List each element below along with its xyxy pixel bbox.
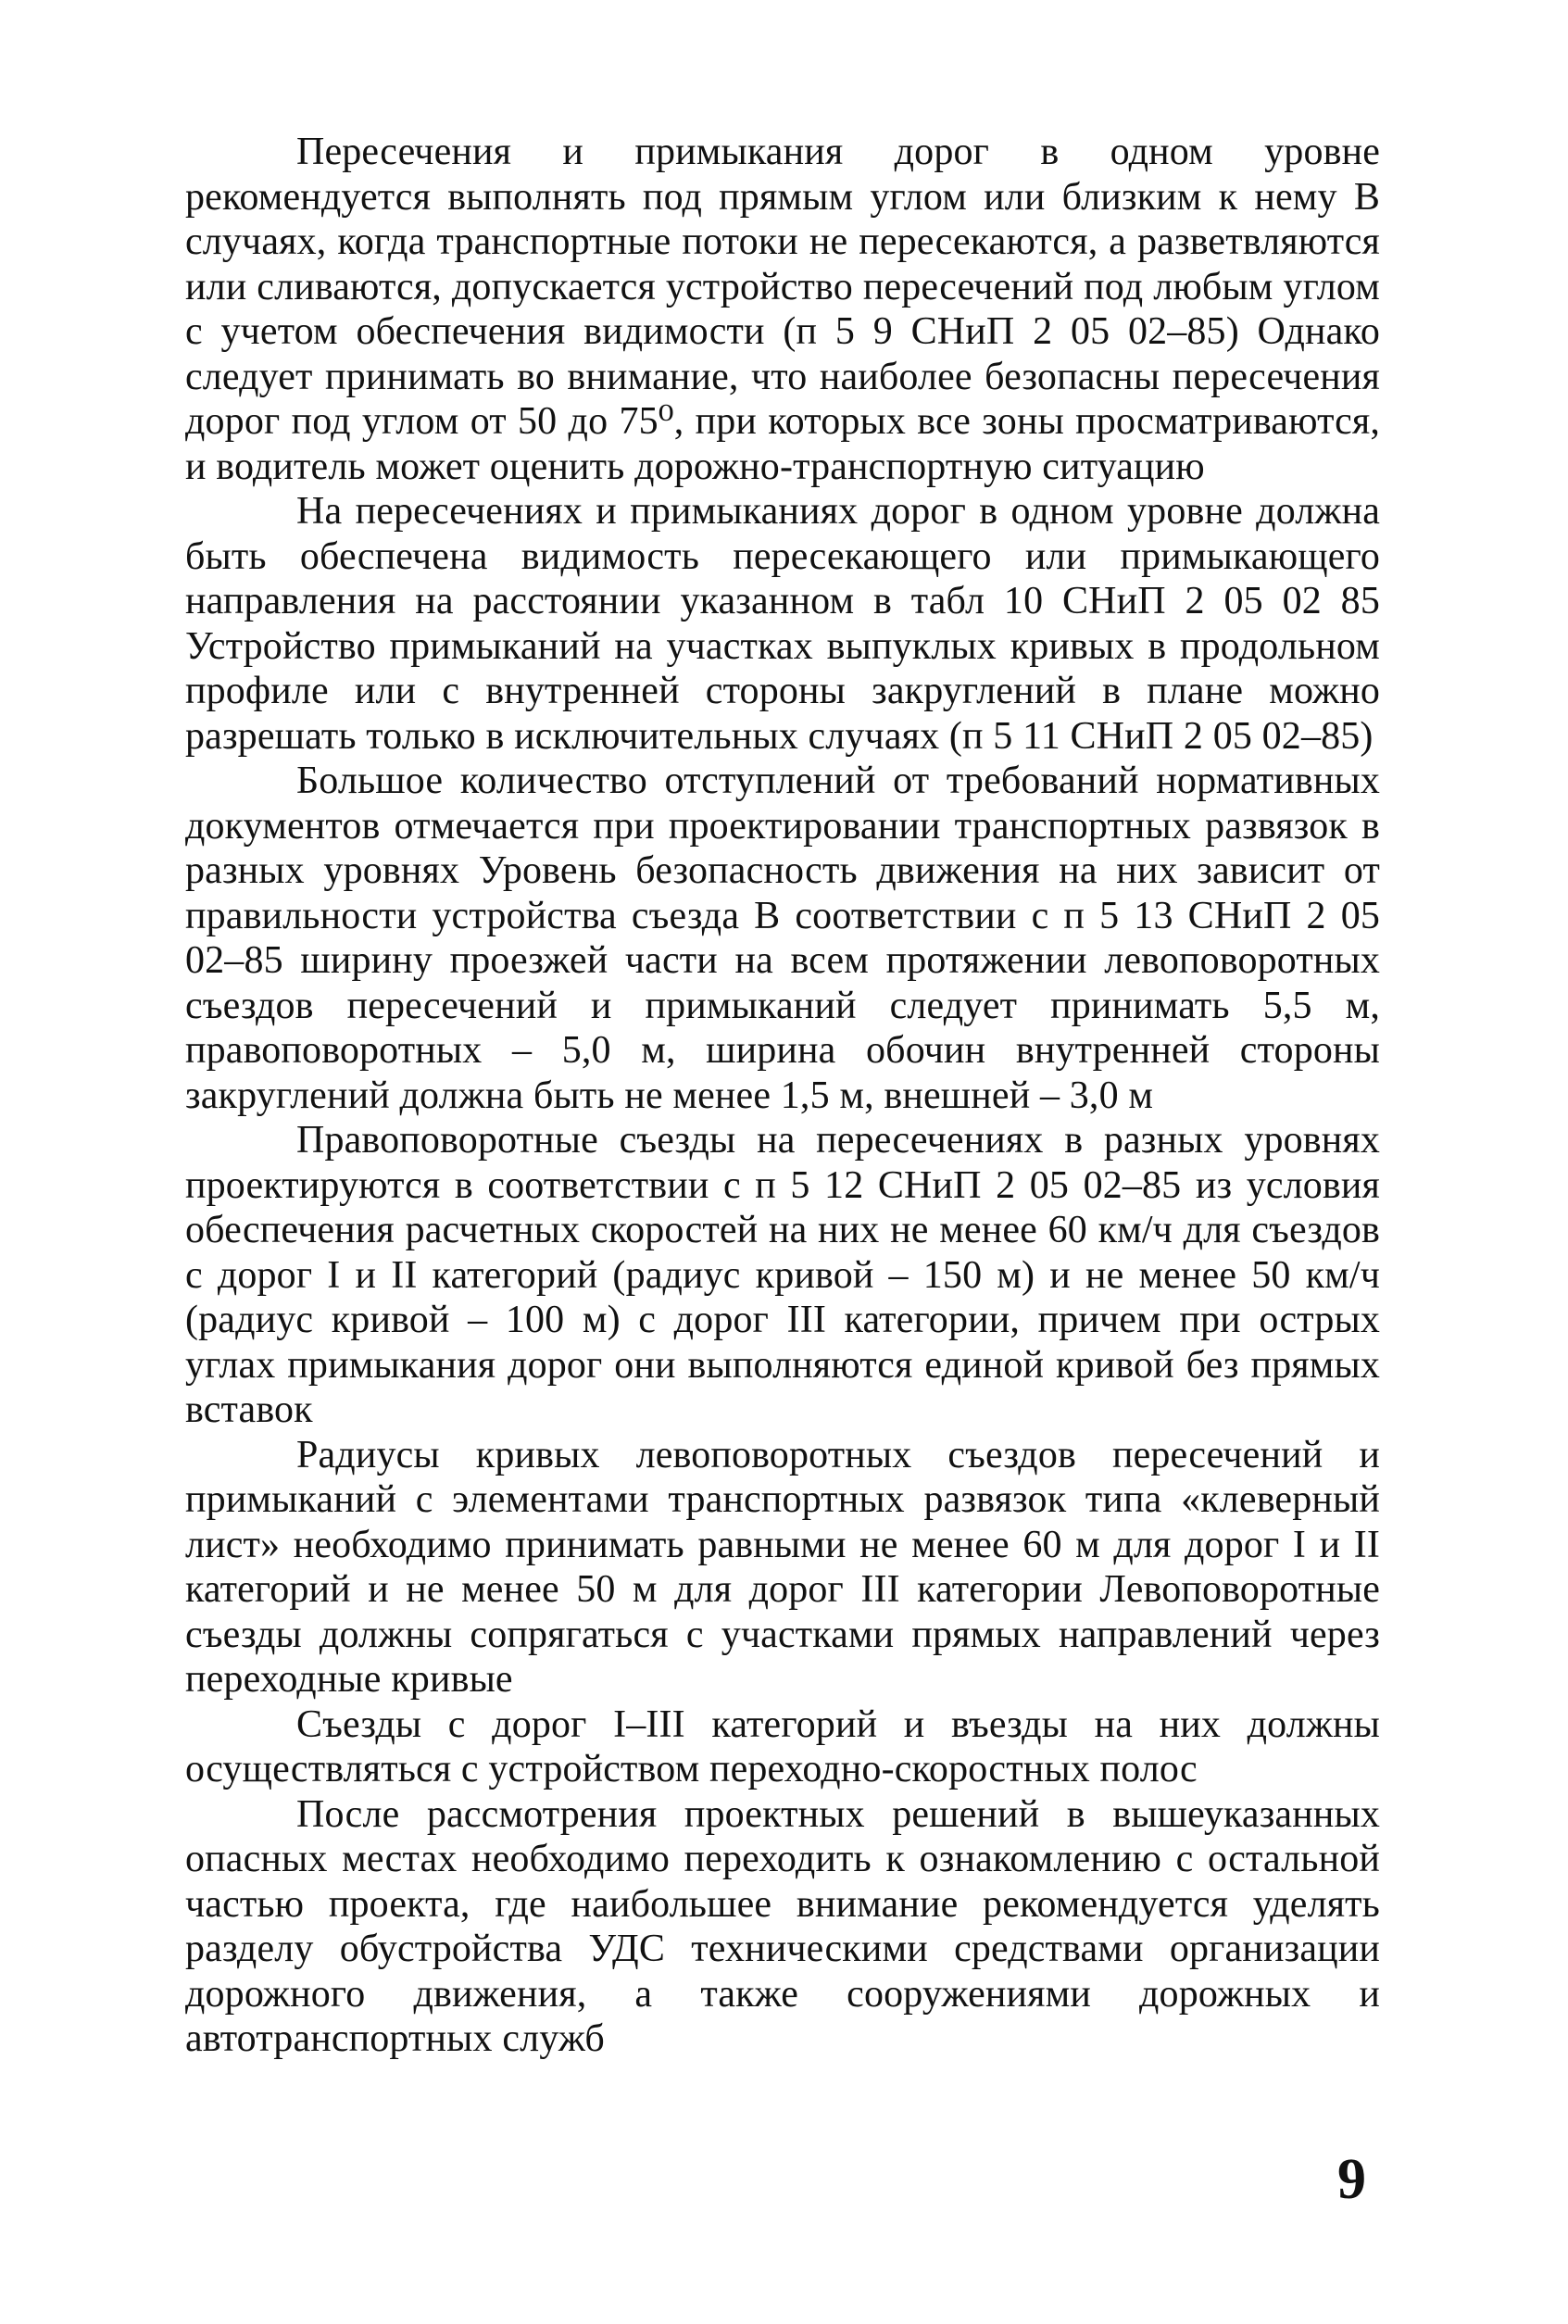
paragraph-interchanges: Большое количество отступлений от требований нормативных документов отмечается при проектировании транспортных развязок в разных уровнях Уровень безопасность движения на них зависит от правильности устройства съезда В соответствии с п 5 13 СНиП 2 05 02–85 ширину проезжей части на всем протяжении левоповоротных съездов пересечений и примыканий следует принимать 5,5 м, правоповоротных – 5,0 м, ширина обочин внутренней стороны закруглений должна быть не менее 1,5 м, внешней – 3,0 м (185, 760, 1380, 1117)
paragraph-right-turn-ramps: Правоповоротные съезды на пересечениях в разных уровнях проектируются в соответствии с п 5 12 СНиП 2 05 02–85 из условия обеспечения расчетных скоростей на них не менее 60 км/ч для съездов с дорог I и II категорий (радиус кривой – 150 м) и не менее 50 км/ч (радиус кривой – 100 м) с дорог III категории, причем при острых углах примыкания дорог они выполняются единой кривой без прямых вставок (185, 1119, 1380, 1431)
paragraph-visibility: На пересечениях и примыканиях дорог в одном уровне должна быть обеспечена видимость пересекающего или примыкающего направления на расстоянии указанном в табл 10 СНиП 2 05 02 85 Устройство примыканий на участках выпуклых кривых в продольном профиле или с внутренней стороны закруглений в плане можно разрешать только в исключительных случаях (п 5 11 СНиП 2 05 02–85) (185, 490, 1380, 758)
body-text (185, 130, 1380, 2062)
paragraph-intersections: Пересечения и примыкания дорог в одном уровне рекомендуется выполнять под прямым углом или близким к нему В случаях, когда транспортные потоки не пересекаются, а разветвляются или сливаются, допускается устройство пересечений под любым углом с учетом обеспечения видимости (п 5 9 СНиП 2 05 02–85) Однако следует принимать во внимание, что наиболее безопасны пересечения дорог под углом от 50 до 75⁰, при которых все зоны просматриваются, и водитель может оценить дорожно-транспортную ситуацию (185, 131, 1380, 488)
paragraph-project-review: После рассмотрения проектных решений в вышеуказанных опасных местах необходимо переходить к ознакомлению с остальной частью проекта, где наибольшее внимание рекомендуется уделять разделу обустройства УДС техническими средствами организации дорожного движения, а также сооружениями дорожных и автотранспортных служб (185, 1792, 1380, 2060)
paragraph-left-turn-radii: Радиусы кривых левоповоротных съездов пересечений и примыканий с элементами транспортных развязок типа «клеверный лист» необходимо принимать равными не менее 60 м для дорог I и II категорий и не менее 50 м для дорог III категории Левоповоротные съезды должны сопрягаться с участками прямых направлений через переходные кривые (185, 1433, 1380, 1701)
page-number: 9 (1337, 2148, 1366, 2211)
paragraph-speed-lanes: Съезды с дорог I–III категорий и въезды на них должны осуществляться с устройством переходно-скоростных полос (185, 1702, 1380, 1790)
